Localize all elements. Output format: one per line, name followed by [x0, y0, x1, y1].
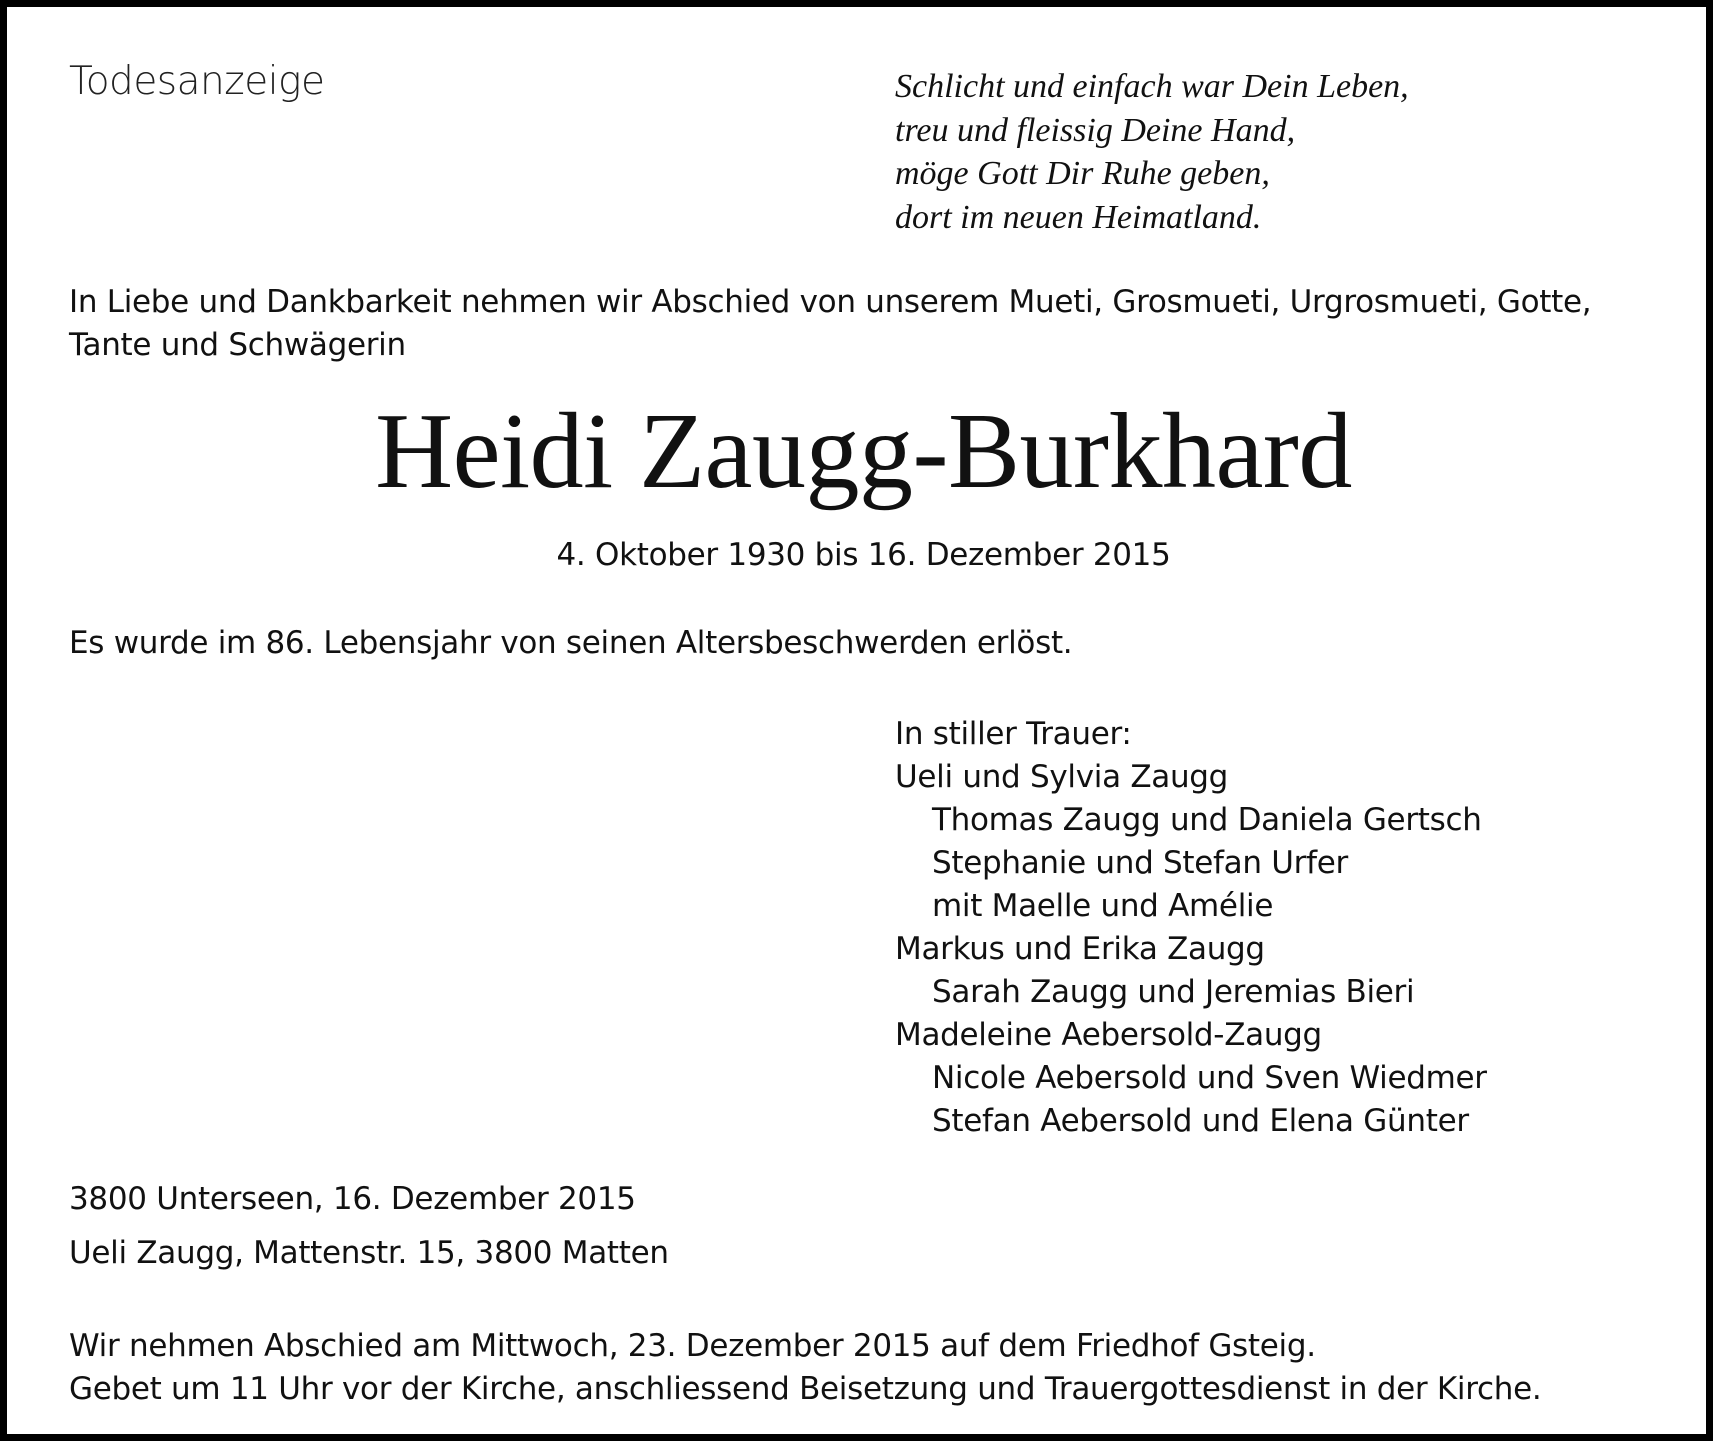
mourner-entry: mit Maelle und Amélie	[932, 888, 1274, 924]
mourner-entry: Nicole Aebersold und Sven Wiedmer	[932, 1060, 1487, 1096]
poem-line: treu und fleissig Deine Hand,	[895, 111, 1296, 149]
mourner-entry: Stefan Aebersold und Elena Günter	[932, 1103, 1469, 1139]
notice-type-label: Todesanzeige	[69, 59, 325, 104]
place-and-date: 3800 Unterseen, 16. Dezember 2015	[69, 1181, 636, 1217]
farewell-info	[69, 1325, 1541, 1411]
poem-line: möge Gott Dir Ruhe geben,	[895, 155, 1270, 192]
mourners-list	[895, 713, 1487, 1143]
poem-line: dort im neuen Heimatland.	[895, 198, 1262, 236]
death-note: Es wurde im 86. Lebensjahr von seinen Altersbeschwerden erlöst.	[69, 625, 1073, 661]
poem-line: Schlicht und einfach war Dein Leben,	[895, 68, 1409, 105]
farewell-line: Wir nehmen Abschied am Mittwoch, 23. Dezember 2015 auf dem Friedhof Gsteig.	[69, 1328, 1316, 1364]
mourner-entry: Ueli und Sylvia Zaugg	[895, 759, 1229, 795]
mourner-entry: Thomas Zaugg und Daniela Gertsch	[932, 802, 1482, 838]
farewell-line: Gebet um 11 Uhr vor der Kirche, anschliessend Beisetzung und Trauergottesdienst in der Kirche.	[69, 1371, 1542, 1407]
deceased-name: Heidi Zaugg-Burkhard	[375, 392, 1352, 511]
mourners-heading: In stiller Trauer:	[895, 716, 1132, 752]
intro-text: In Liebe und Dankbarkeit nehmen wir Abschied von unserem Mueti, Grosmueti, Urgrosmueti, Gotte, Tante und Schwägerin	[69, 284, 1592, 363]
mourner-entry: Madeleine Aebersold-Zaugg	[895, 1017, 1322, 1053]
poem	[895, 65, 1409, 239]
mourner-entry: Sarah Zaugg und Jeremias Bieri	[932, 974, 1415, 1010]
mourner-entry: Markus und Erika Zaugg	[895, 931, 1265, 967]
contact-address: Ueli Zaugg, Mattenstr. 15, 3800 Matten	[69, 1235, 669, 1271]
mourner-entry: Stephanie und Stefan Urfer	[932, 845, 1348, 881]
life-dates: 4. Oktober 1930 bis 16. Dezember 2015	[556, 537, 1171, 573]
